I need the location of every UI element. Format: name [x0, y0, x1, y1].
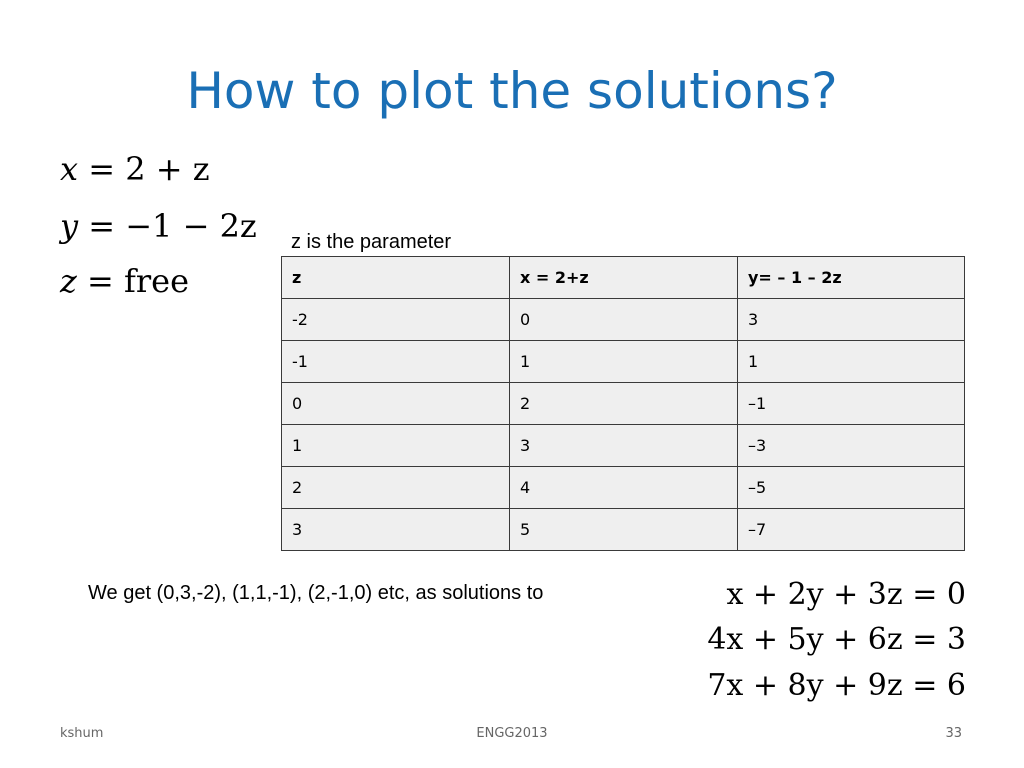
table-cell: 5 — [510, 509, 738, 551]
equals-sign: = — [88, 207, 126, 245]
system-equation-2: 4x + 5y + 6z = 3 — [707, 622, 966, 657]
table-row — [282, 467, 965, 509]
solutions-table — [281, 256, 965, 551]
table-cell: –5 — [738, 467, 965, 509]
system-equation-3: 7x + 8y + 9z = 6 — [707, 668, 966, 703]
table-cell: 1 — [282, 425, 510, 467]
equation-y — [60, 207, 257, 245]
column-header-x: x = 2+z — [510, 257, 738, 299]
footer-author: kshum — [60, 726, 104, 741]
table-cell: 2 — [510, 383, 738, 425]
table-cell: –3 — [738, 425, 965, 467]
table-cell: –1 — [738, 383, 965, 425]
equation-z-rhs: free — [124, 262, 190, 300]
table-cell: 2 — [282, 467, 510, 509]
footer-page-number: 33 — [945, 726, 962, 741]
table-cell: –7 — [738, 509, 965, 551]
table-cell: 4 — [510, 467, 738, 509]
table-cell: -2 — [282, 299, 510, 341]
table-cell: 0 — [510, 299, 738, 341]
solutions-text: We get (0,3,-2), (1,1,-1), (2,-1,0) etc, as solutions to — [88, 582, 544, 604]
column-header-z: z — [282, 257, 510, 299]
equation-x-rhs: 2 + z — [125, 150, 210, 188]
equation-z-lhs: z — [60, 262, 77, 300]
equation-z — [60, 262, 189, 300]
table-cell: 3 — [510, 425, 738, 467]
slide-title: How to plot the solutions? — [186, 62, 838, 120]
table-row — [282, 383, 965, 425]
table-header-row — [282, 257, 965, 299]
table-cell: -1 — [282, 341, 510, 383]
table-cell: 3 — [738, 299, 965, 341]
equation-y-lhs: y — [60, 207, 79, 245]
column-header-y: y= – 1 – 2z — [738, 257, 965, 299]
table-cell: 1 — [738, 341, 965, 383]
table-cell: 3 — [282, 509, 510, 551]
equals-sign: = — [87, 262, 125, 300]
equation-x-lhs: x — [60, 150, 79, 188]
equals-sign: = — [88, 150, 126, 188]
table-cell: 0 — [282, 383, 510, 425]
table-cell: 1 — [510, 341, 738, 383]
footer-course: ENGG2013 — [476, 726, 548, 741]
table-row — [282, 299, 965, 341]
equation-y-rhs: −1 − 2z — [125, 207, 257, 245]
equation-x — [60, 150, 210, 188]
table-row — [282, 509, 965, 551]
system-equation-1: x + 2y + 3z = 0 — [726, 577, 966, 612]
parameter-label: z is the parameter — [291, 231, 452, 253]
table-row — [282, 341, 965, 383]
table-row — [282, 425, 965, 467]
